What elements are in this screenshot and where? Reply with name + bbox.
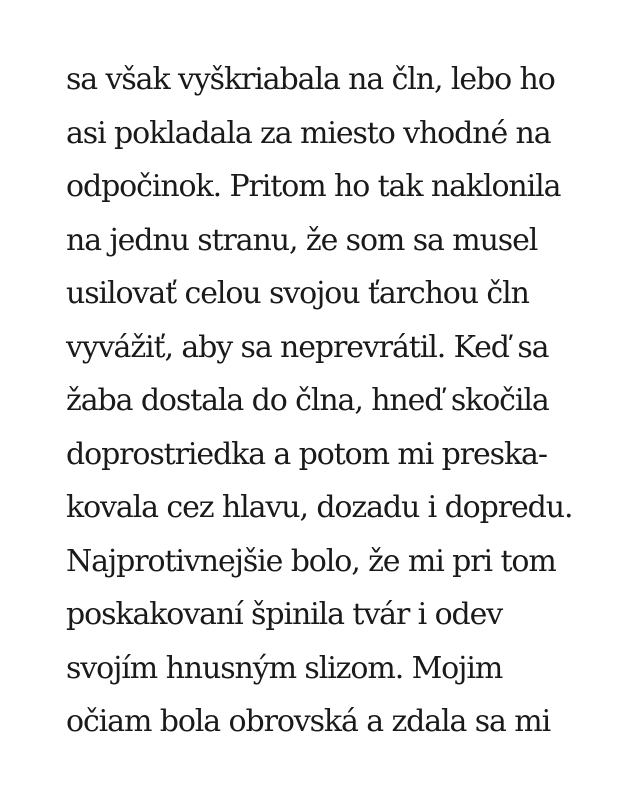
text-line-2: asi pokladala za miesto vhodné na (66, 115, 551, 151)
text-line-6: vyvážiť, aby sa neprevrátil. Keď sa (66, 329, 549, 365)
text-line-13: očiam bola obrovská a zdala sa mi (66, 704, 551, 739)
text-line-1: sa však vyškriabala na čln, lebo ho (66, 62, 555, 97)
text-line-12: svojím hnusným slizom. Mojim (66, 650, 503, 686)
text-line-9: kovala cez hlavu, dozadu i dopredu. (66, 490, 573, 525)
text-line-3: odpočinok. Pritom ho tak naklonila (66, 169, 561, 204)
text-line-11: poskakovaní špinila tvár i odev (66, 597, 503, 632)
page-text (66, 53, 586, 749)
text-line-5: usilovať celou svojou ťarchou čln (66, 276, 529, 311)
text-line-4: na jednu stranu, že som sa musel (66, 222, 538, 258)
text-line-7: žaba dostala do člna, hneď skočila (66, 383, 549, 418)
text-line-10: Najprotivnejšie bolo, že mi pri tom (66, 543, 556, 579)
text-line-8: doprostriedka a potom mi preska- (66, 436, 547, 472)
